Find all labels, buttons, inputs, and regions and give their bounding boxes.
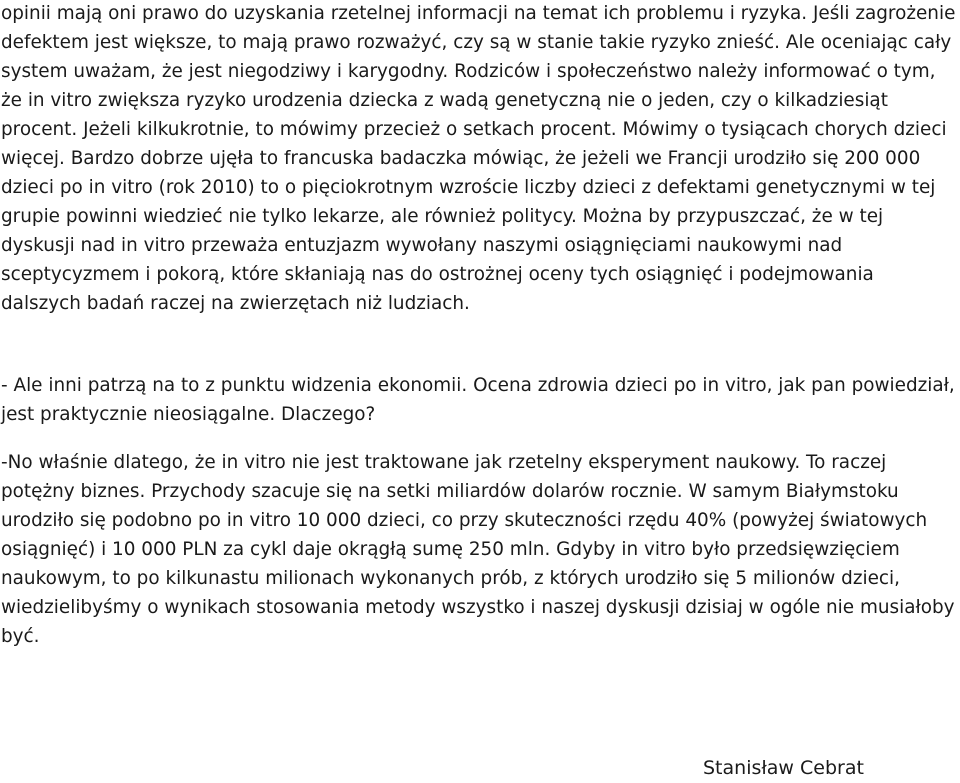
paragraph-answer: -No właśnie dlatego, że in vitro nie jest traktowane jak rzetelny eksperyment naukowy. To raczej potężny biznes. Przychody szacuje się na setki miliardów dolarów rocznie. W samym Białymstoku urodziło się podobno po in vitro 10 000 dzieci, co przy skuteczności rzędu 40% (powyżej światowych osiągnięć) i 10 000 PLN za cykl daje okrągłą sumę 250 mln. Gdyby in vitro było przedsięwzięciem naukowym, to po kilkunastu milionach wykonanych prób, z których urodziło się 5 milionów dzieci, wiedzielibyśmy o wynikach stosowania metody wszystko i naszej dyskusji dzisiaj w ogóle nie musiałoby być. (1, 452, 955, 647)
paragraph-main-text: opinii mają oni prawo do uzyskania rzetelnej informacji na temat ich problemu i ryzyka. Jeśli zagrożenie defektem jest większe, to mają prawo rozważyć, czy są w stanie takie ryzyko znieść. Ale oceniając cały system uważam, że jest niegodziwy i karygodny. Rodziców i społeczeństwo należy informować o tym, że in vitro zwiększa ryzyko urodzenia dziecka z wadą genetyczną nie o jeden, czy o kilkadziesiąt procent. Jeżeli kilkukrotnie, to mówimy przecież o setkach procent. Mówimy o tysiącach chorych dzieci więcej. Bardzo dobrze ujęła to francuska badaczka mówiąc, że jeżeli we Francji urodziło się 200 000 dzieci po in vitro (rok 2010) to o pięciokrotnym wzroście liczby dzieci z defektami genetycznymi w tej grupie powinni wiedzieć nie tylko lekarze, ale również politycy. Można by przypuszczać, że w tej dyskusji nad in vitro przeważa entuzjazm wywołany naszymi osiągnięciami naukowymi nad sceptycyzmem i pokorą, które skłaniają nas do ostrożnej oceny tych osiągnięć i podejmowania dalszych badań raczej na zwierzętach niż ludziach. (1, 3, 956, 314)
author-signature: Stanisław Cebrat (703, 757, 864, 779)
paragraph-question: - Ale inni patrzą na to z punktu widzenia ekonomii. Ocena zdrowia dzieci po in vitro, jak pan powiedział, jest praktycznie nieosiągalne. Dlaczego? (1, 375, 955, 425)
